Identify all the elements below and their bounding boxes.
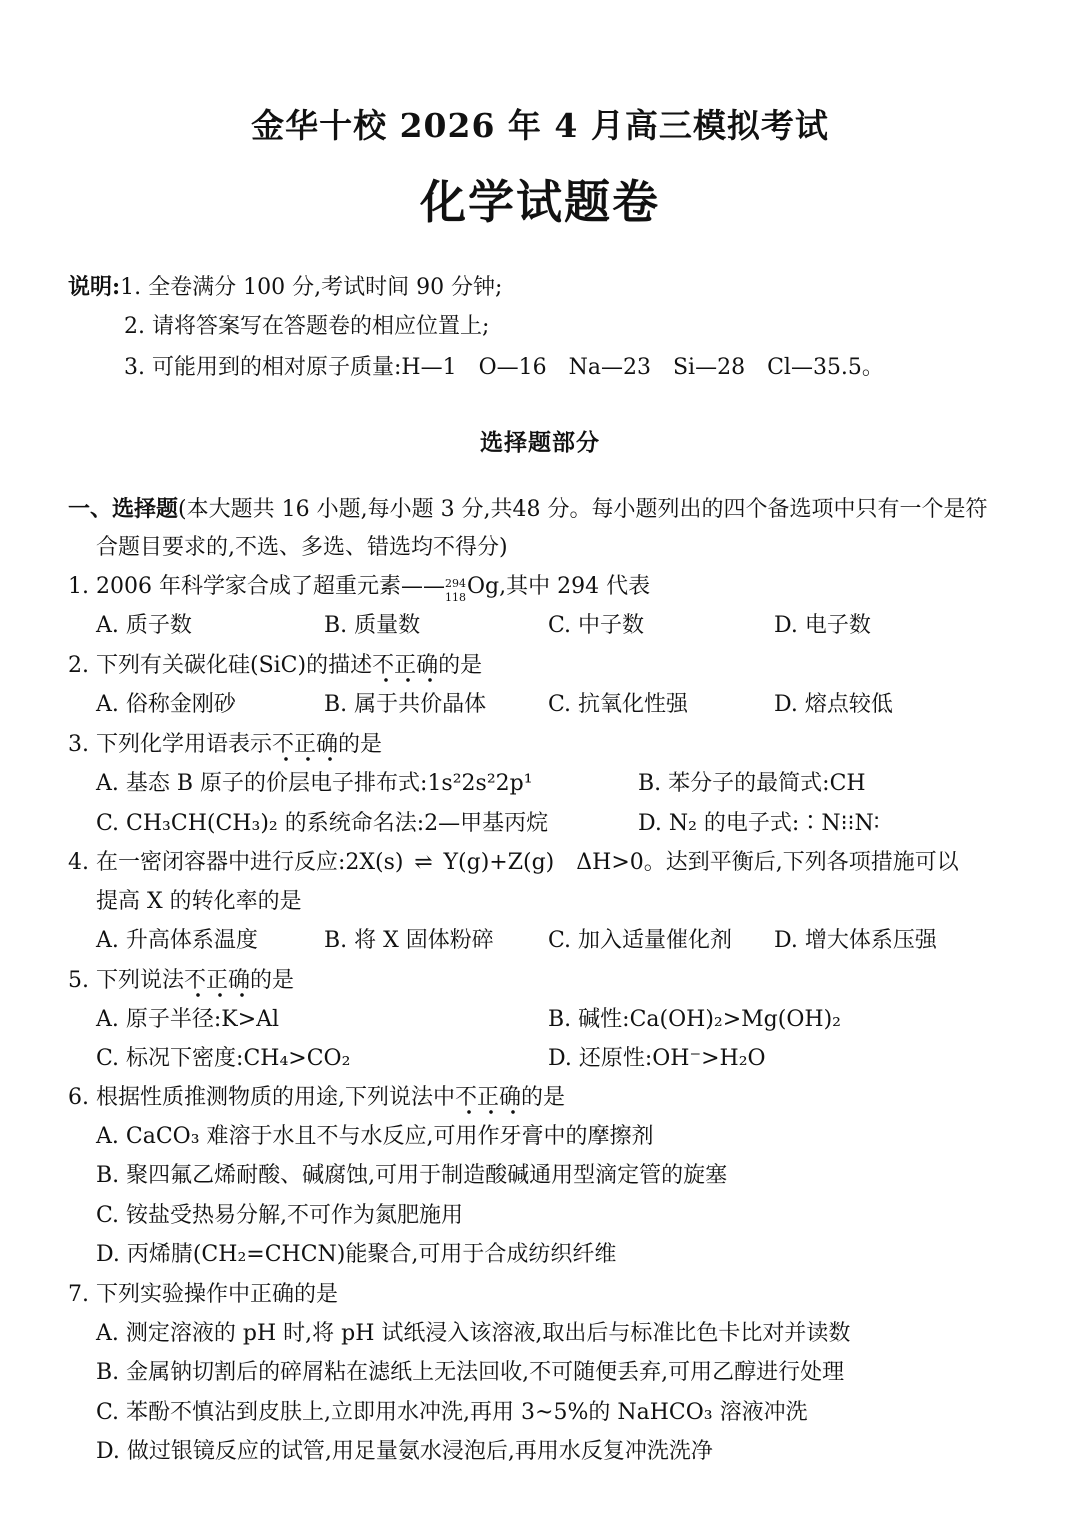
q2-emphasis-text: 不正确	[372, 653, 439, 678]
q7-option-b: B. 金属钠切割后的碎屑粘在滤纸上无法回收,不可随便丢弃,可用乙醇进行处理	[96, 1360, 845, 1385]
q1-stem-part-b: ,其中 294 代表	[499, 574, 651, 599]
note-item-2: 2. 请将答案写在答题卷的相应位置上;	[124, 314, 490, 339]
equilibrium-arrow-icon: ⇌	[414, 850, 433, 875]
q6-stem-part-a: 6. 根据性质推测物质的用途,下列说法中	[68, 1085, 455, 1110]
question-5-stem	[68, 966, 294, 996]
q3-option-d: D. N₂ 的电子式:∶N⁝⁝N∶	[638, 811, 880, 836]
part1-heading	[68, 494, 988, 525]
q4-option-d: D. 增大体系压强	[774, 928, 937, 953]
nuclide-mass-number: 294	[444, 577, 466, 590]
q1-stem-part-a: 1. 2006 年科学家合成了超重元素——	[68, 574, 445, 599]
q2-option-d: D. 熔点较低	[774, 692, 893, 717]
q1-option-d: D. 电子数	[774, 613, 871, 638]
q1-option-c: C. 中子数	[548, 613, 645, 638]
q5-stem-part-b: 的是	[250, 968, 295, 993]
q2-stem-part-a: 2. 下列有关碳化硅(SiC)的描述	[68, 653, 373, 678]
q4-option-a: A. 升高体系温度	[96, 928, 258, 953]
q4-stem-part-b: Y(g)+Z(g) ΔH>0。达到平衡后,下列各项措施可以	[443, 850, 959, 875]
nuclide-symbol: Og	[466, 574, 500, 599]
question-1-stem	[68, 572, 650, 602]
part1-heading-bold: 一、选择题	[68, 496, 179, 522]
question-4-stem	[68, 848, 959, 878]
q7-option-a: A. 测定溶液的 pH 时,将 pH 试纸浸入该溶液,取出后与标准比色卡比对并读数	[96, 1321, 851, 1346]
section-title: 选择题部分	[480, 429, 600, 456]
q6-option-b: B. 聚四氟乙烯耐酸、碱腐蚀,可用于制造酸碱通用型滴定管的旋塞	[96, 1163, 728, 1188]
notes-label: 说明:	[68, 274, 121, 300]
q5-option-b: B. 碱性:Ca(OH)₂>Mg(OH)₂	[548, 1007, 841, 1032]
q3-option-c: C. CH₃CH(CH₃)₂ 的系统命名法:2—甲基丙烷	[96, 811, 549, 836]
part1-heading-line-2: 合题目要求的,不选、多选、错选均不得分)	[96, 535, 508, 560]
q6-emphasis-text: 不正确	[454, 1085, 521, 1110]
q4-option-c: C. 加入适量催化剂	[548, 928, 733, 953]
q7-option-d: D. 做过银镜反应的试管,用足量氨水浸泡后,再用水反复冲洗洗净	[96, 1439, 713, 1464]
q6-option-a: A. CaCO₃ 难溶于水且不与水反应,可用作牙膏中的摩擦剂	[96, 1124, 654, 1149]
notes-line-1	[68, 272, 502, 303]
q1-option-b: B. 质量数	[324, 613, 421, 638]
q7-option-c: C. 苯酚不慎沾到皮肤上,立即用水冲洗,再用 3~5%的 NaHCO₃ 溶液冲洗	[96, 1400, 808, 1425]
nuclide-notation	[444, 575, 467, 604]
q5-stem-part-a: 5. 下列说法	[68, 968, 184, 993]
q5-option-c: C. 标况下密度:CH₄>CO₂	[96, 1046, 351, 1071]
exam-title: 金华十校 2026 年 4 月高三模拟考试	[251, 106, 829, 145]
q4-stem-line-2: 提高 X 的转化率的是	[96, 889, 302, 914]
q2-stem-part-b: 的是	[438, 653, 483, 678]
question-2-stem	[68, 651, 482, 681]
q4-stem-part-a: 4. 在一密闭容器中进行反应:2X(s)	[68, 850, 404, 875]
note-item-3: 3. 可能用到的相对原子质量:H—1 O—16 Na—23 Si—28 Cl—35.5。	[124, 355, 884, 380]
q5-emphasis-text: 不正确	[183, 968, 250, 993]
q5-option-a: A. 原子半径:K>Al	[96, 1007, 280, 1032]
nuclide-atomic-number: 118	[444, 591, 466, 604]
q6-stem-part-b: 的是	[521, 1085, 566, 1110]
q3-option-a: A. 基态 B 原子的价层电子排布式:1s²2s²2p¹	[96, 771, 533, 796]
exam-subject-title: 化学试题卷	[420, 175, 660, 229]
q2-option-c: C. 抗氧化性强	[548, 692, 689, 717]
question-3-stem	[68, 730, 382, 760]
q3-option-b: B. 苯分子的最简式:CH	[638, 771, 866, 796]
q2-option-a: A. 俗称金刚砂	[96, 692, 236, 717]
q5-option-d: D. 还原性:OH⁻>H₂O	[548, 1046, 766, 1071]
q4-option-b: B. 将 X 固体粉碎	[324, 928, 494, 953]
q6-option-d: D. 丙烯腈(CH₂=CHCN)能聚合,可用于合成纺织纤维	[96, 1242, 617, 1267]
q3-stem-part-b: 的是	[338, 732, 383, 757]
q3-emphasis-text: 不正确	[271, 732, 338, 757]
q2-option-b: B. 属于共价晶体	[324, 692, 487, 717]
note-item-1: 1. 全卷满分 100 分,考试时间 90 分钟;	[120, 275, 503, 300]
question-6-stem	[68, 1083, 565, 1113]
q6-option-c: C. 铵盐受热易分解,不可作为氮肥施用	[96, 1203, 464, 1228]
q1-option-a: A. 质子数	[96, 613, 192, 638]
q3-stem-part-a: 3. 下列化学用语表示	[68, 732, 272, 757]
part1-heading-rest: (本大题共 16 小题,每小题 3 分,共48 分。每小题列出的四个备选项中只有一个是符	[178, 497, 988, 522]
question-7-stem: 7. 下列实验操作中正确的是	[68, 1282, 338, 1307]
